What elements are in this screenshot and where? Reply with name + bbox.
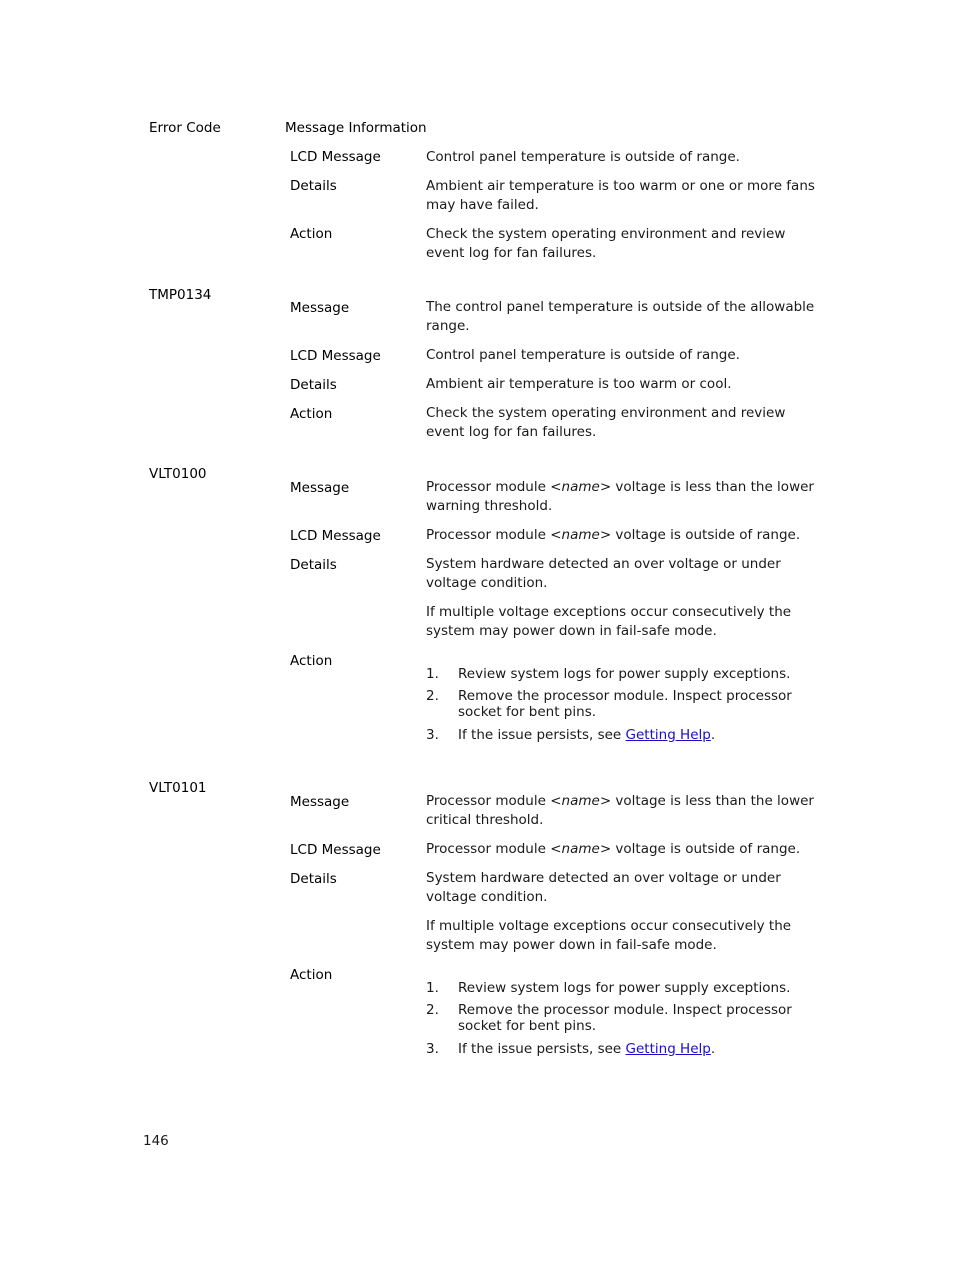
vlt0101-step-text: Remove the processor module. Inspect processor socket for bent pins. <box>458 1002 792 1034</box>
tmp0134-lcd-label: LCD Message <box>290 348 381 364</box>
tmp0134-lcd-text: Control panel temperature is outside of range. <box>426 347 740 363</box>
vlt0100-lcd-label: LCD Message <box>290 528 381 544</box>
vlt0100-step-text: Remove the processor module. Inspect processor socket for bent pins. <box>458 688 792 720</box>
vlt0101-step-text: If the issue persists, see Getting Help. <box>458 1041 716 1057</box>
preamble-lcd-label: LCD Message <box>290 149 381 165</box>
vlt0100-lcd-var: name <box>561 527 600 543</box>
vlt0100-step-text: Review system logs for power supply exceptions. <box>458 666 791 682</box>
preamble-action-text: Check the system operating environment and review event log for fan failures. <box>426 226 786 261</box>
vlt0101-details-label: Details <box>290 871 337 887</box>
getting-help-link[interactable]: Getting Help <box>625 1041 711 1057</box>
vlt0100-step-number: 2. <box>426 688 439 704</box>
vlt0100-message-text: Processor module <name> voltage is less than the lower warning threshold. <box>426 479 814 514</box>
vlt0100-step-text: If the issue persists, see Getting Help. <box>458 727 716 743</box>
vlt0101-action-label: Action <box>290 967 333 983</box>
vlt0100-step-number: 3. <box>426 727 439 743</box>
vlt0101-step-number: 1. <box>426 980 439 996</box>
vlt0101-lcd-label: LCD Message <box>290 842 381 858</box>
header-error-code: Error Code <box>149 120 221 136</box>
preamble-action-label: Action <box>290 226 333 242</box>
error-code-vlt0101: VLT0101 <box>149 780 207 796</box>
vlt0100-details-text-2: If multiple voltage exceptions occur consecutively the system may power down in fail-safe mode. <box>426 604 792 639</box>
error-code-tmp0134: TMP0134 <box>149 287 212 303</box>
tmp0134-message-text: The control panel temperature is outside of the allowable range. <box>426 299 815 334</box>
vlt0101-message-var: name <box>561 793 600 809</box>
tmp0134-action-text: Check the system operating environment and review event log for fan failures. <box>426 405 786 440</box>
vlt0100-details-label: Details <box>290 557 337 573</box>
tmp0134-details-text: Ambient air temperature is too warm or cool. <box>426 376 732 392</box>
vlt0101-details-text-2: If multiple voltage exceptions occur consecutively the system may power down in fail-safe mode. <box>426 918 792 953</box>
preamble-lcd-text: Control panel temperature is outside of range. <box>426 149 740 165</box>
vlt0100-message-label: Message <box>290 480 350 496</box>
vlt0100-action-label: Action <box>290 653 333 669</box>
tmp0134-action-label: Action <box>290 406 333 422</box>
vlt0101-message-text: Processor module <name> voltage is less than the lower critical threshold. <box>426 793 814 828</box>
vlt0100-message-var: name <box>561 479 600 495</box>
vlt0100-lcd-text: Processor module <name> voltage is outside of range. <box>426 527 801 543</box>
getting-help-link[interactable]: Getting Help <box>625 727 711 743</box>
vlt0101-message-label: Message <box>290 794 350 810</box>
vlt0101-step-text: Review system logs for power supply exceptions. <box>458 980 791 996</box>
tmp0134-details-label: Details <box>290 377 337 393</box>
vlt0101-step-number: 2. <box>426 1002 439 1018</box>
vlt0101-details-text: System hardware detected an over voltage or under voltage condition. <box>426 870 781 905</box>
preamble-details-text: Ambient air temperature is too warm or one or more fans may have failed. <box>426 178 815 213</box>
preamble-details-label: Details <box>290 178 337 194</box>
vlt0101-lcd-text: Processor module <name> voltage is outside of range. <box>426 841 801 857</box>
vlt0100-step-number: 1. <box>426 666 439 682</box>
header-message-information: Message Information <box>285 120 427 136</box>
tmp0134-message-label: Message <box>290 300 350 316</box>
vlt0100-details-text: System hardware detected an over voltage or under voltage condition. <box>426 556 781 591</box>
vlt0101-lcd-var: name <box>561 841 600 857</box>
page-number: 146 <box>143 1133 169 1149</box>
vlt0101-step-number: 3. <box>426 1041 439 1057</box>
error-code-vlt0100: VLT0100 <box>149 466 207 482</box>
